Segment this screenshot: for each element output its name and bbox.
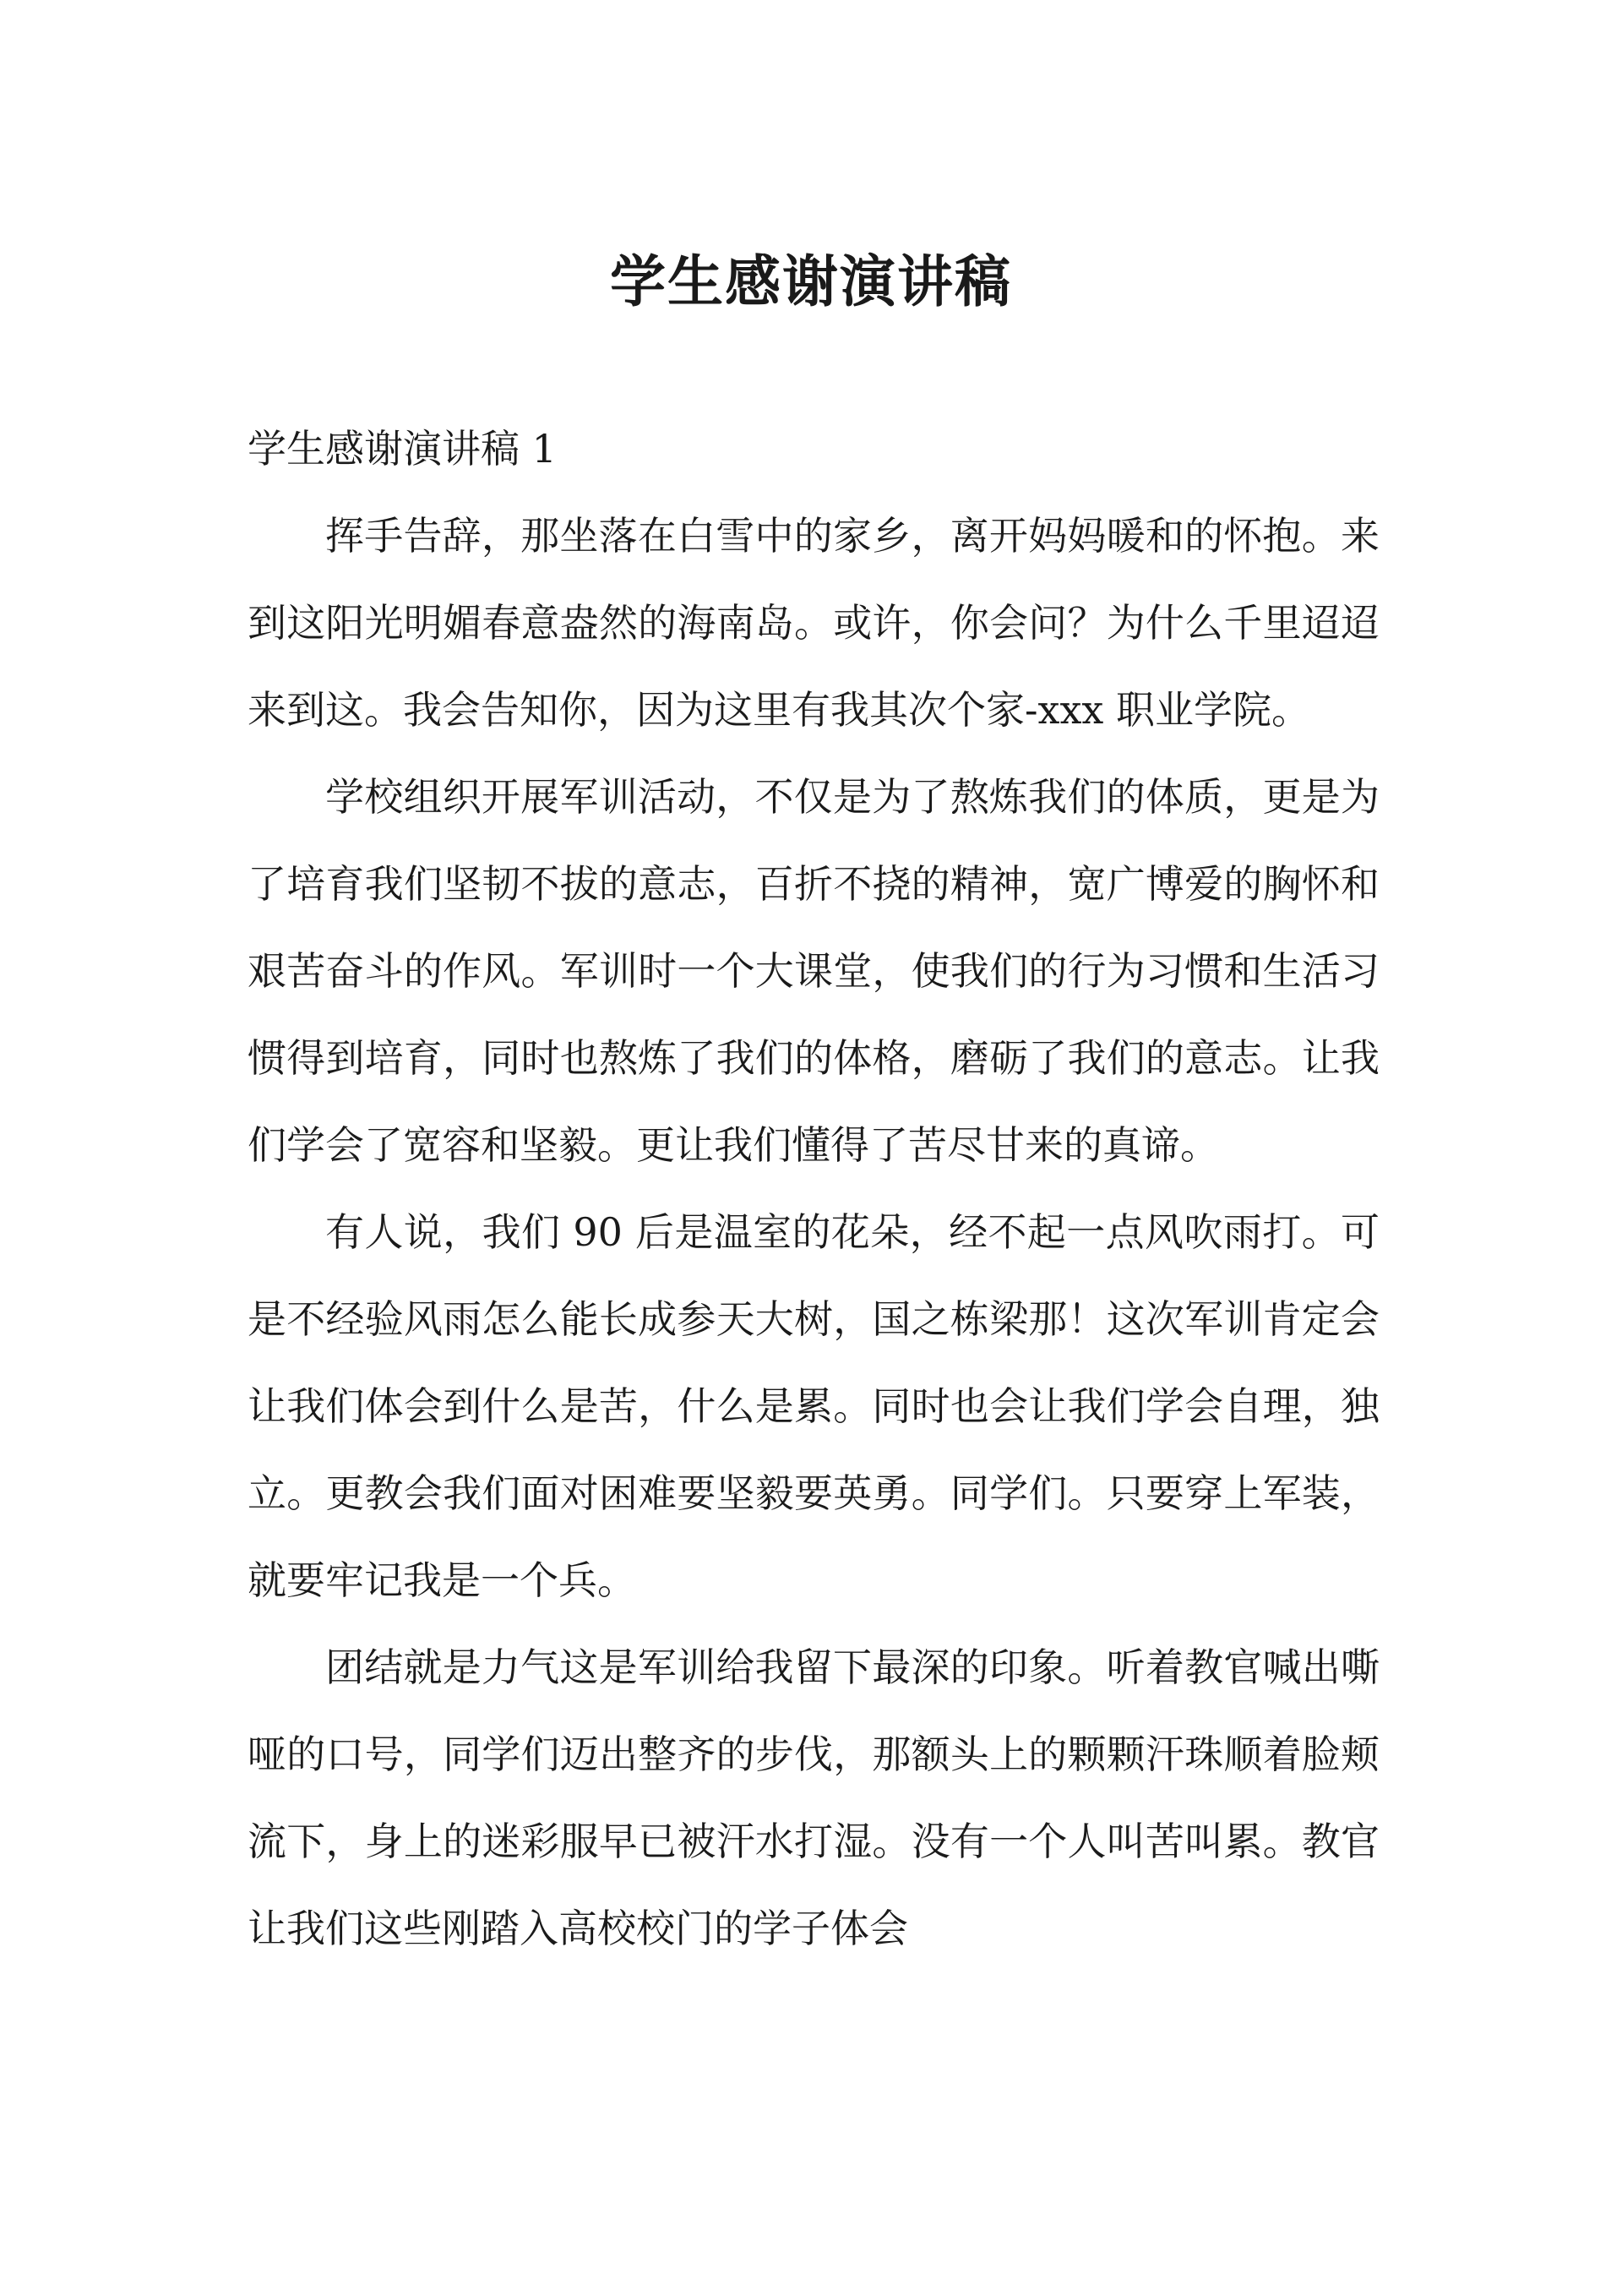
paragraph-3: 有人说，我们 90 后是温室的花朵，经不起一点风吹雨打。可是不经验风雨怎么能长成参天大树，国之栋梁那！这次军训肯定会让我们体会到什么是苦，什么是累。同时也会让我们学会自理，独立。更教会我们面对困难要坚毅要英勇。同学们。只要穿上军装，就要牢记我是一个兵。 — [248, 1209, 1380, 1603]
paragraph-2: 学校组织开展军训活动，不仅是为了熬炼我们的体质，更是为了培育我们坚韧不拔的意志，百折不挠的精神，宽广博爱的胸怀和艰苦奋斗的作风。军训时一个大课堂，使我们的行为习惯和生活习惯得到培育，同时也熬炼了我们的体格，磨砺了我们的意志。让我们学会了宽容和坚毅。更让我们懂得了苦尽甘来的真谛。 — [248, 774, 1380, 1168]
document-body — [248, 406, 1380, 1972]
paragraph-4: 团结就是力气这是军训给我留下最深的印象。听着教官喊出嘶哑的口号，同学们迈出整齐的步伐，那额头上的颗颗汗珠顺着脸颊流下，身上的迷彩服早已被汗水打湿。没有一个人叫苦叫累。教官让我们这些刚踏入高校校门的学子体会 — [248, 1644, 1380, 1951]
paragraph-1: 挥手告辞，那坐落在白雪中的家乡，离开妈妈暖和的怀抱。来到这阳光明媚春意盎然的海南岛。或许，你会问？为什么千里迢迢来到这。我会告知你，因为这里有我其次个家-xxx 职业学院。 — [248, 513, 1380, 733]
section-heading: 学生感谢演讲稿 1 — [248, 426, 557, 472]
document-title: 学生感谢演讲稿 — [610, 248, 1012, 314]
